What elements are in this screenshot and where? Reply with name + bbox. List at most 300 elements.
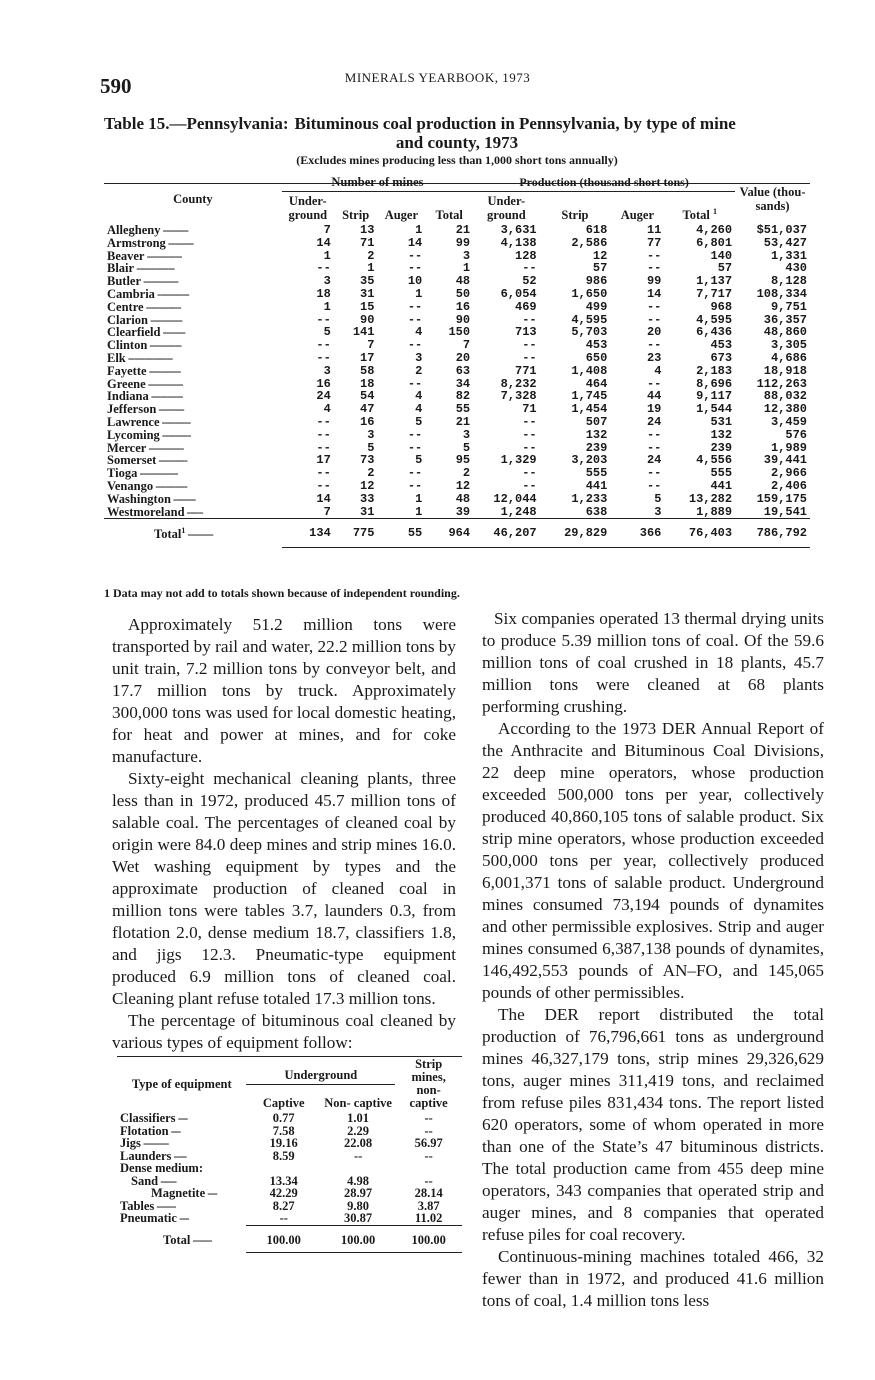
cell-p-total: 7,717: [696, 286, 733, 301]
cell-m-auger: --: [407, 440, 423, 455]
cell-m-strip: 2: [367, 466, 375, 481]
cell-p-strip: 5,703: [571, 325, 608, 340]
cell-m-strip: 58: [360, 363, 375, 378]
cell-p-strip: 1,454: [571, 402, 608, 417]
cell-noncaptive: [321, 1162, 395, 1175]
cell-p-auger: --: [646, 440, 662, 455]
header-number-of-mines: Number of mines: [282, 173, 473, 192]
cell-p-total: 140: [710, 248, 733, 263]
page-number: 590: [100, 74, 132, 98]
cell-noncaptive: 22.08: [344, 1136, 373, 1150]
cell-m-total: 63: [455, 363, 471, 378]
cell-m-total: 34: [455, 376, 471, 391]
county-name: Fayette ----------: [107, 363, 181, 378]
cell-m-auger: 14: [407, 235, 423, 250]
cell-p-strip: 3,203: [571, 453, 608, 468]
paragraph: Continuous-mining machines totaled 466, 32 fewer than in 1972, and produced 41.6 million tons of coal, 1.4 million tons less: [482, 1247, 824, 1310]
cell-noncaptive: 9.80: [347, 1198, 370, 1213]
cell-p-strip: 499: [585, 299, 608, 314]
cell-p-auger: --: [646, 376, 662, 391]
cell-m-strip: 73: [360, 453, 375, 468]
paragraph: Sixty-eight mechanical cleaning plants, three less than in 1972, produced 45.7 million tons of salable coal. The percentages of cleaned coal by origin were 84.0 deep mines and strip mines 16.0. Wet washing equipment by types and the approximate production of cleaned coal in million tons were tables 3.7, launders 0.3, from flotation 2.0, dense medium 18.7, classifiers 1.8, and jigs 12.3. Pneumatic-type equipment produced 6.9 million tons of cleaned coal. Cleaning plant refuse totaled 17.3 million tons.: [112, 769, 456, 1008]
equipment-type: Flotation ---: [120, 1123, 181, 1138]
cell-m-auger: 5: [415, 414, 423, 429]
cell-p-auger: --: [646, 338, 662, 353]
header-prod-underground: Under- ground: [487, 194, 526, 222]
total-m-strip: 775: [334, 519, 378, 547]
cell-p-total: 555: [710, 466, 733, 481]
cell-m-auger: 3: [415, 350, 423, 365]
production-table: [104, 173, 810, 548]
county-name: Lawrence ---------: [107, 414, 191, 429]
table-row: [104, 288, 810, 301]
header-prod-auger: Auger: [620, 208, 655, 222]
equipment-type: Jigs --------: [120, 1136, 169, 1150]
cell-p-ug: 128: [515, 248, 537, 263]
total-row: [104, 519, 810, 547]
cell-p-total: 441: [710, 478, 733, 493]
header-value: Value (thou- sands): [739, 184, 806, 213]
cell-value: 9,751: [770, 299, 807, 314]
cell-m-total: 1: [462, 261, 471, 276]
total-m-auger: 55: [377, 519, 425, 547]
total-label: Total$^1$ --------: [104, 519, 282, 547]
cell-m-total: 7: [462, 338, 471, 353]
cell-m-auger: --: [407, 376, 423, 391]
cell-m-ug: 3: [323, 274, 331, 289]
table-row: [104, 224, 810, 237]
header-prod-total: Total $^1$: [682, 206, 717, 222]
cell-p-auger: 19: [646, 402, 662, 417]
cell-m-total: 48: [455, 274, 471, 289]
header-mines-total: Total: [435, 208, 463, 222]
cell-value: 3,459: [770, 414, 807, 429]
cell-p-total: 1,137: [696, 274, 733, 289]
cell-m-strip: 90: [360, 312, 375, 327]
cell-m-auger: --: [407, 312, 423, 327]
leader-dots: -----------: [145, 376, 183, 391]
cell-p-auger: 11: [646, 223, 662, 237]
table-subtitle: (Excludes mines producing less than 1,000 short tons annually): [296, 153, 618, 167]
county-name: Clearfield -------: [107, 325, 185, 340]
header-prod-strip: Strip: [561, 208, 589, 222]
cell-noncaptive: 28.97: [344, 1186, 373, 1200]
cell-p-total: 531: [710, 414, 733, 429]
cell-strip: --: [424, 1123, 433, 1138]
cell-value: 4,686: [770, 350, 807, 365]
cell-m-ug: 16: [316, 376, 331, 391]
cell-p-total: 4,556: [696, 453, 733, 468]
county-name: Washington -------: [107, 491, 196, 506]
cell-noncaptive: 30.87: [344, 1211, 373, 1225]
county-name: Clarion ----------: [107, 312, 182, 327]
cell-value: 159,175: [756, 491, 807, 506]
cell-p-strip: 441: [585, 478, 608, 493]
cell-m-strip: 5: [367, 440, 375, 455]
paragraph: Six companies operated 13 thermal drying units to produce 5.39 million tons of coal. Of the 59.6 million tons of coal crushed in 18 plants, 45.7 million tons were cleaned at 68 plants performing crushing.: [482, 609, 824, 716]
cell-m-ug: 17: [316, 453, 331, 468]
total-p-ug: 46,207: [473, 519, 540, 547]
cell-m-strip: 71: [360, 235, 375, 250]
total-m-ug: 134: [282, 519, 334, 547]
equipment-type: Launders ----: [120, 1148, 187, 1163]
cell-p-auger: 20: [646, 325, 662, 340]
equipment-type: Tables ------: [120, 1198, 176, 1213]
cell-p-auger: --: [646, 312, 662, 327]
county-name: Blair ------------: [107, 261, 175, 276]
cell-m-ug: 7: [323, 223, 331, 237]
cell-p-ug: --: [522, 478, 537, 493]
cell-m-ug: 3: [323, 363, 331, 378]
header-production: Production (thousand short tons): [473, 173, 735, 192]
cell-m-auger: 1: [415, 491, 423, 506]
cell-m-total: 21: [455, 414, 471, 429]
cell-m-strip: 141: [352, 325, 375, 340]
total-row: [117, 1225, 462, 1253]
cell-m-strip: 13: [360, 223, 375, 237]
header-mines-strip: Strip: [342, 208, 370, 222]
cell-m-strip: 12: [360, 478, 375, 493]
cell-p-strip: 239: [585, 440, 608, 455]
leader-dots: ------------: [137, 466, 178, 481]
cell-value: 430: [785, 261, 807, 276]
cell-captive: 13.34: [269, 1173, 298, 1188]
total-value: 786,792: [735, 519, 810, 547]
cell-p-strip: 1,745: [571, 389, 608, 404]
total-p-auger: 366: [610, 519, 664, 547]
cell-m-total: 2: [462, 466, 471, 481]
cell-m-auger: 5: [415, 453, 423, 468]
cell-m-auger: --: [407, 338, 423, 353]
cell-captive: 42.29: [269, 1186, 298, 1200]
leader-dots: ----------: [148, 389, 183, 404]
county-name: Lycoming ---------: [107, 427, 191, 442]
cell-p-strip: 4,595: [571, 312, 608, 327]
table-row: [117, 1200, 462, 1213]
cell-m-ug: --: [316, 261, 331, 276]
cell-p-strip: 618: [585, 223, 608, 237]
cell-p-total: 968: [710, 299, 733, 314]
total-captive: 100.00: [246, 1225, 320, 1253]
cell-m-auger: 1: [415, 504, 423, 519]
right-text-column: [482, 608, 824, 1312]
equipment-type: Magnetite ---: [151, 1186, 217, 1200]
cell-p-ug: 4,138: [500, 235, 537, 250]
equipment-type: Sand -----: [131, 1173, 177, 1188]
paragraph: The DER report distributed the total production of 76,796,661 tons as underground mines 46,327,179 tons, strip mines 29,326,629 tons, auger mines 311,419 tons, and reclaimed from refuse piles 831,434 tons. The report listed 620 operators, some of whom operated in more than one of the State’s 47 bituminous districts. The total production came from 455 deep mine operators, 343 companies that operated strip and auger mines, and 8 companies that operated refuse piles for coal recovery.: [482, 1005, 824, 1244]
table-row: [104, 237, 810, 250]
cell-value: 108,334: [756, 286, 807, 301]
cell-m-strip: 7: [367, 338, 375, 353]
cell-p-ug: 469: [515, 299, 537, 314]
cell-m-strip: 31: [360, 504, 375, 519]
cell-p-ug: 52: [522, 274, 537, 289]
county-name: Mercer -----------: [107, 440, 184, 455]
cell-p-ug: 71: [522, 402, 537, 417]
left-text-column: [112, 614, 456, 1054]
cell-m-strip: 15: [360, 299, 375, 314]
running-head: MINERALS YEARBOOK, 1973: [344, 70, 531, 85]
cell-value: 19,541: [763, 504, 807, 519]
cell-m-total: 99: [455, 235, 471, 250]
table-row: [104, 301, 810, 314]
total-noncaptive: 100.00: [321, 1225, 395, 1253]
leader-dots: ---------: [159, 427, 191, 442]
cell-m-total: 82: [455, 389, 471, 404]
cell-strip: 3.87: [417, 1198, 440, 1213]
cell-p-total: 6,801: [696, 235, 733, 250]
cell-p-total: 4,260: [696, 223, 733, 237]
cell-p-ug: 1,329: [500, 453, 537, 468]
total-m-total: 964: [425, 519, 473, 547]
cell-p-total: 57: [717, 261, 733, 276]
cell-p-strip: 507: [585, 414, 608, 429]
cell-captive: --: [279, 1211, 288, 1225]
cell-m-ug: 4: [323, 402, 331, 417]
cell-m-auger: 4: [415, 325, 423, 340]
county-name: Elk --------------: [107, 350, 173, 365]
table-title: [104, 114, 810, 152]
county-name: Centre -----------: [107, 299, 181, 314]
cell-p-auger: 14: [646, 286, 662, 301]
cell-p-auger: 77: [646, 235, 662, 250]
paragraph: The percentage of bituminous coal cleaned by various types of equipment follow:: [112, 1011, 456, 1052]
cell-m-ug: 14: [316, 235, 331, 250]
cell-m-ug: --: [316, 338, 331, 353]
cell-p-strip: 57: [592, 261, 608, 276]
cell-m-ug: --: [316, 478, 331, 493]
cell-m-auger: 1: [415, 286, 423, 301]
table-row: [104, 416, 810, 429]
cell-m-auger: --: [407, 478, 423, 493]
leader-dots: ----------: [147, 338, 182, 353]
county-name: Cambria ----------: [107, 286, 189, 301]
county-name: Armstrong --------: [107, 235, 194, 250]
table-title-text: Bituminous coal production in Pennsylvania, by type of mine: [294, 114, 736, 133]
cell-p-ug: 7,328: [500, 389, 537, 404]
cell-m-strip: 18: [360, 376, 375, 391]
cell-m-ug: --: [316, 350, 331, 365]
leader-dots: ------------: [134, 261, 175, 276]
cell-p-strip: 453: [585, 338, 608, 353]
cell-p-auger: --: [646, 427, 662, 442]
header-mines-underground: Under- ground: [288, 194, 328, 222]
cell-strip: 11.02: [414, 1211, 443, 1225]
table-row: [104, 493, 810, 506]
cell-p-strip: 464: [585, 376, 608, 391]
cell-captive: [246, 1162, 320, 1175]
table-footnote: 1 Data may not add to totals shown because of independent rounding.: [104, 586, 460, 600]
cell-p-ug: --: [522, 466, 537, 481]
cell-m-strip: 47: [360, 402, 375, 417]
cell-p-strip: 2,586: [571, 235, 608, 250]
cell-noncaptive: 4.98: [347, 1173, 370, 1188]
equipment-type: Classifiers ---: [120, 1111, 188, 1125]
table-row: [104, 365, 810, 378]
leader-dots: -------: [170, 491, 196, 506]
paragraph: Approximately 51.2 million tons were transported by rail and water, 22.2 million tons by unit train, 7.2 million tons by conveyor belt, and 17.7 million tons by truck. Approximately 300,000 tons was used for local domestic heating, for heat and power at mines, and for coke manufacture.: [112, 615, 456, 766]
cell-p-auger: 4: [654, 363, 662, 378]
cell-m-ug: --: [316, 312, 331, 327]
cell-m-total: 55: [455, 402, 471, 417]
equipment-type: Dense medium:: [120, 1161, 203, 1175]
cell-m-total: 20: [455, 350, 471, 365]
county-name: Tioga ------------: [107, 466, 178, 481]
cell-p-auger: 44: [646, 389, 662, 404]
cell-m-auger: 2: [415, 363, 423, 378]
cell-value: 112,263: [756, 376, 807, 391]
county-name: Beaver -----------: [107, 248, 182, 263]
cell-m-total: 48: [455, 491, 471, 506]
cell-value: 53,427: [763, 235, 807, 250]
county-name: Allegheny --------: [107, 223, 188, 237]
cell-m-total: 5: [462, 440, 471, 455]
cell-value: 8,128: [770, 274, 807, 289]
cell-value: 2,966: [770, 466, 807, 481]
header-strip-noncaptive: Strip mines, non- captive: [409, 1057, 448, 1110]
county-name: Indiana ----------: [107, 389, 183, 404]
cell-captive: 19.16: [269, 1136, 298, 1150]
cell-p-strip: 555: [585, 466, 608, 481]
cell-m-total: 90: [455, 312, 471, 327]
leader-dots: --------: [156, 402, 184, 417]
table-row: [104, 480, 810, 493]
cell-strip: --: [424, 1173, 433, 1188]
cell-m-auger: --: [407, 261, 423, 276]
leader-dots: ----------: [147, 312, 182, 327]
cell-strip: --: [424, 1111, 433, 1125]
cell-p-total: 2,183: [696, 363, 733, 378]
equipment-type: Pneumatic ---: [120, 1211, 189, 1226]
cell-m-strip: 1: [367, 261, 375, 276]
cell-p-ug: 713: [515, 325, 537, 340]
cell-m-strip: 31: [360, 286, 375, 301]
leader-dots: -----------: [143, 299, 181, 314]
cell-captive: 8.59: [272, 1148, 295, 1163]
leader-dots: ----------: [153, 478, 187, 493]
cell-p-auger: --: [646, 248, 662, 263]
cell-m-ug: 7: [323, 504, 331, 519]
cell-p-ug: 8,232: [500, 376, 537, 391]
leader-dots: --------------: [125, 350, 173, 365]
cell-m-strip: 35: [360, 274, 375, 289]
leader-dots: -----: [184, 504, 203, 519]
cell-p-ug: 771: [515, 363, 537, 378]
cell-p-strip: 1,650: [571, 286, 608, 301]
leader-dots: --------: [160, 223, 188, 237]
cell-p-ug: 6,054: [500, 286, 537, 301]
cell-p-ug: 1,248: [500, 504, 537, 519]
cell-p-auger: --: [646, 478, 662, 493]
cell-m-total: 21: [455, 223, 471, 237]
cell-p-total: 13,282: [688, 491, 733, 506]
county-name: Greene -----------: [107, 376, 183, 391]
cell-m-ug: 24: [316, 389, 331, 404]
county-name: Somerset ---------: [107, 453, 187, 468]
cell-p-strip: 650: [585, 350, 608, 365]
cell-m-auger: --: [407, 427, 423, 442]
county-name: Clinton ----------: [107, 338, 182, 353]
leader-dots: -----------: [146, 440, 184, 455]
cell-captive: 0.77: [272, 1111, 295, 1125]
table-row: [104, 326, 810, 339]
cell-m-strip: 2: [367, 248, 375, 263]
cell-p-auger: 3: [654, 504, 662, 519]
header-type-of-equipment: Type of equipment: [131, 1076, 232, 1091]
cell-p-auger: 24: [646, 453, 662, 468]
cell-m-auger: 4: [415, 402, 423, 417]
cell-strip: 28.14: [414, 1186, 443, 1200]
cell-value: 1,989: [770, 440, 807, 455]
cell-noncaptive: 1.01: [347, 1111, 370, 1125]
header-noncaptive: Non- captive: [324, 1096, 392, 1110]
cell-p-total: 239: [710, 440, 733, 455]
cell-p-ug: --: [522, 338, 537, 353]
table-row: [104, 506, 810, 519]
paragraph: According to the 1973 DER Annual Report of the Anthracite and Bituminous Coal Divisions, 22 deep mine operators, whose production exceeded 500,000 tons per year, collectively produced 40,860,105 tons of salable product. Six strip mine operators, whose production exceeded 500,000 tons per year, collectively produced 6,001,371 tons of salable product. Underground mines consumed 73,194 pounds of dynamites and other permissible explosives. Strip and auger mines consumed 6,387,138 pounds of dynamites, 146,492,553 pounds of AN–FO, and 145,065 pounds of other permissibles.: [482, 719, 824, 1002]
cell-p-ug: --: [522, 427, 537, 442]
leader-dots: ----------: [154, 286, 189, 301]
table-title-line2: and county, 1973: [395, 133, 519, 152]
cell-value: 48,860: [763, 325, 807, 340]
leader-dots: -----------: [141, 274, 178, 289]
cell-p-ug: 12,044: [493, 491, 537, 506]
leader-dots: -----------: [144, 248, 182, 263]
total-strip: 100.00: [395, 1225, 462, 1253]
cell-p-total: 453: [710, 338, 733, 353]
cell-p-ug: 3,631: [500, 223, 537, 237]
cell-p-auger: 23: [646, 350, 662, 365]
cell-p-auger: --: [646, 261, 662, 276]
cell-strip: [395, 1162, 462, 1175]
cell-strip: --: [424, 1148, 433, 1163]
header-captive: Captive: [262, 1096, 305, 1110]
header-underground: Underground: [246, 1056, 395, 1084]
table-row: [104, 454, 810, 467]
cell-m-ug: --: [316, 427, 331, 442]
cell-p-auger: 99: [646, 274, 662, 289]
cell-m-total: 3: [462, 427, 471, 442]
county-name: Jefferson --------: [107, 402, 184, 417]
cell-m-strip: 54: [360, 389, 375, 404]
cell-m-total: 95: [455, 453, 471, 468]
cell-m-ug: --: [316, 466, 331, 481]
county-name: Butler -----------: [107, 274, 178, 289]
cell-p-strip: 132: [585, 427, 608, 442]
header-county: County: [173, 191, 213, 206]
cell-p-total: 4,595: [696, 312, 733, 327]
cell-p-strip: 638: [585, 504, 608, 519]
cell-m-auger: --: [407, 248, 423, 263]
cell-value: 2,406: [770, 478, 807, 493]
cell-p-total: 9,117: [696, 389, 733, 404]
cell-p-total: 6,436: [696, 325, 733, 340]
cell-p-strip: 986: [585, 274, 608, 289]
cell-m-ug: 1: [323, 248, 331, 263]
cell-p-total: 8,696: [696, 376, 733, 391]
total-label: Total ------: [163, 1232, 212, 1247]
cell-p-ug: --: [522, 414, 537, 429]
cell-m-strip: 3: [367, 427, 375, 442]
cell-m-total: 150: [448, 325, 471, 340]
cell-value: 12,380: [763, 402, 807, 417]
cell-noncaptive: 2.29: [347, 1123, 370, 1138]
table-row: [104, 352, 810, 365]
cell-value: 18,918: [763, 363, 807, 378]
cell-value: 36,357: [763, 312, 807, 327]
leader-dots: ---------: [156, 453, 187, 468]
cell-noncaptive: --: [353, 1148, 363, 1163]
